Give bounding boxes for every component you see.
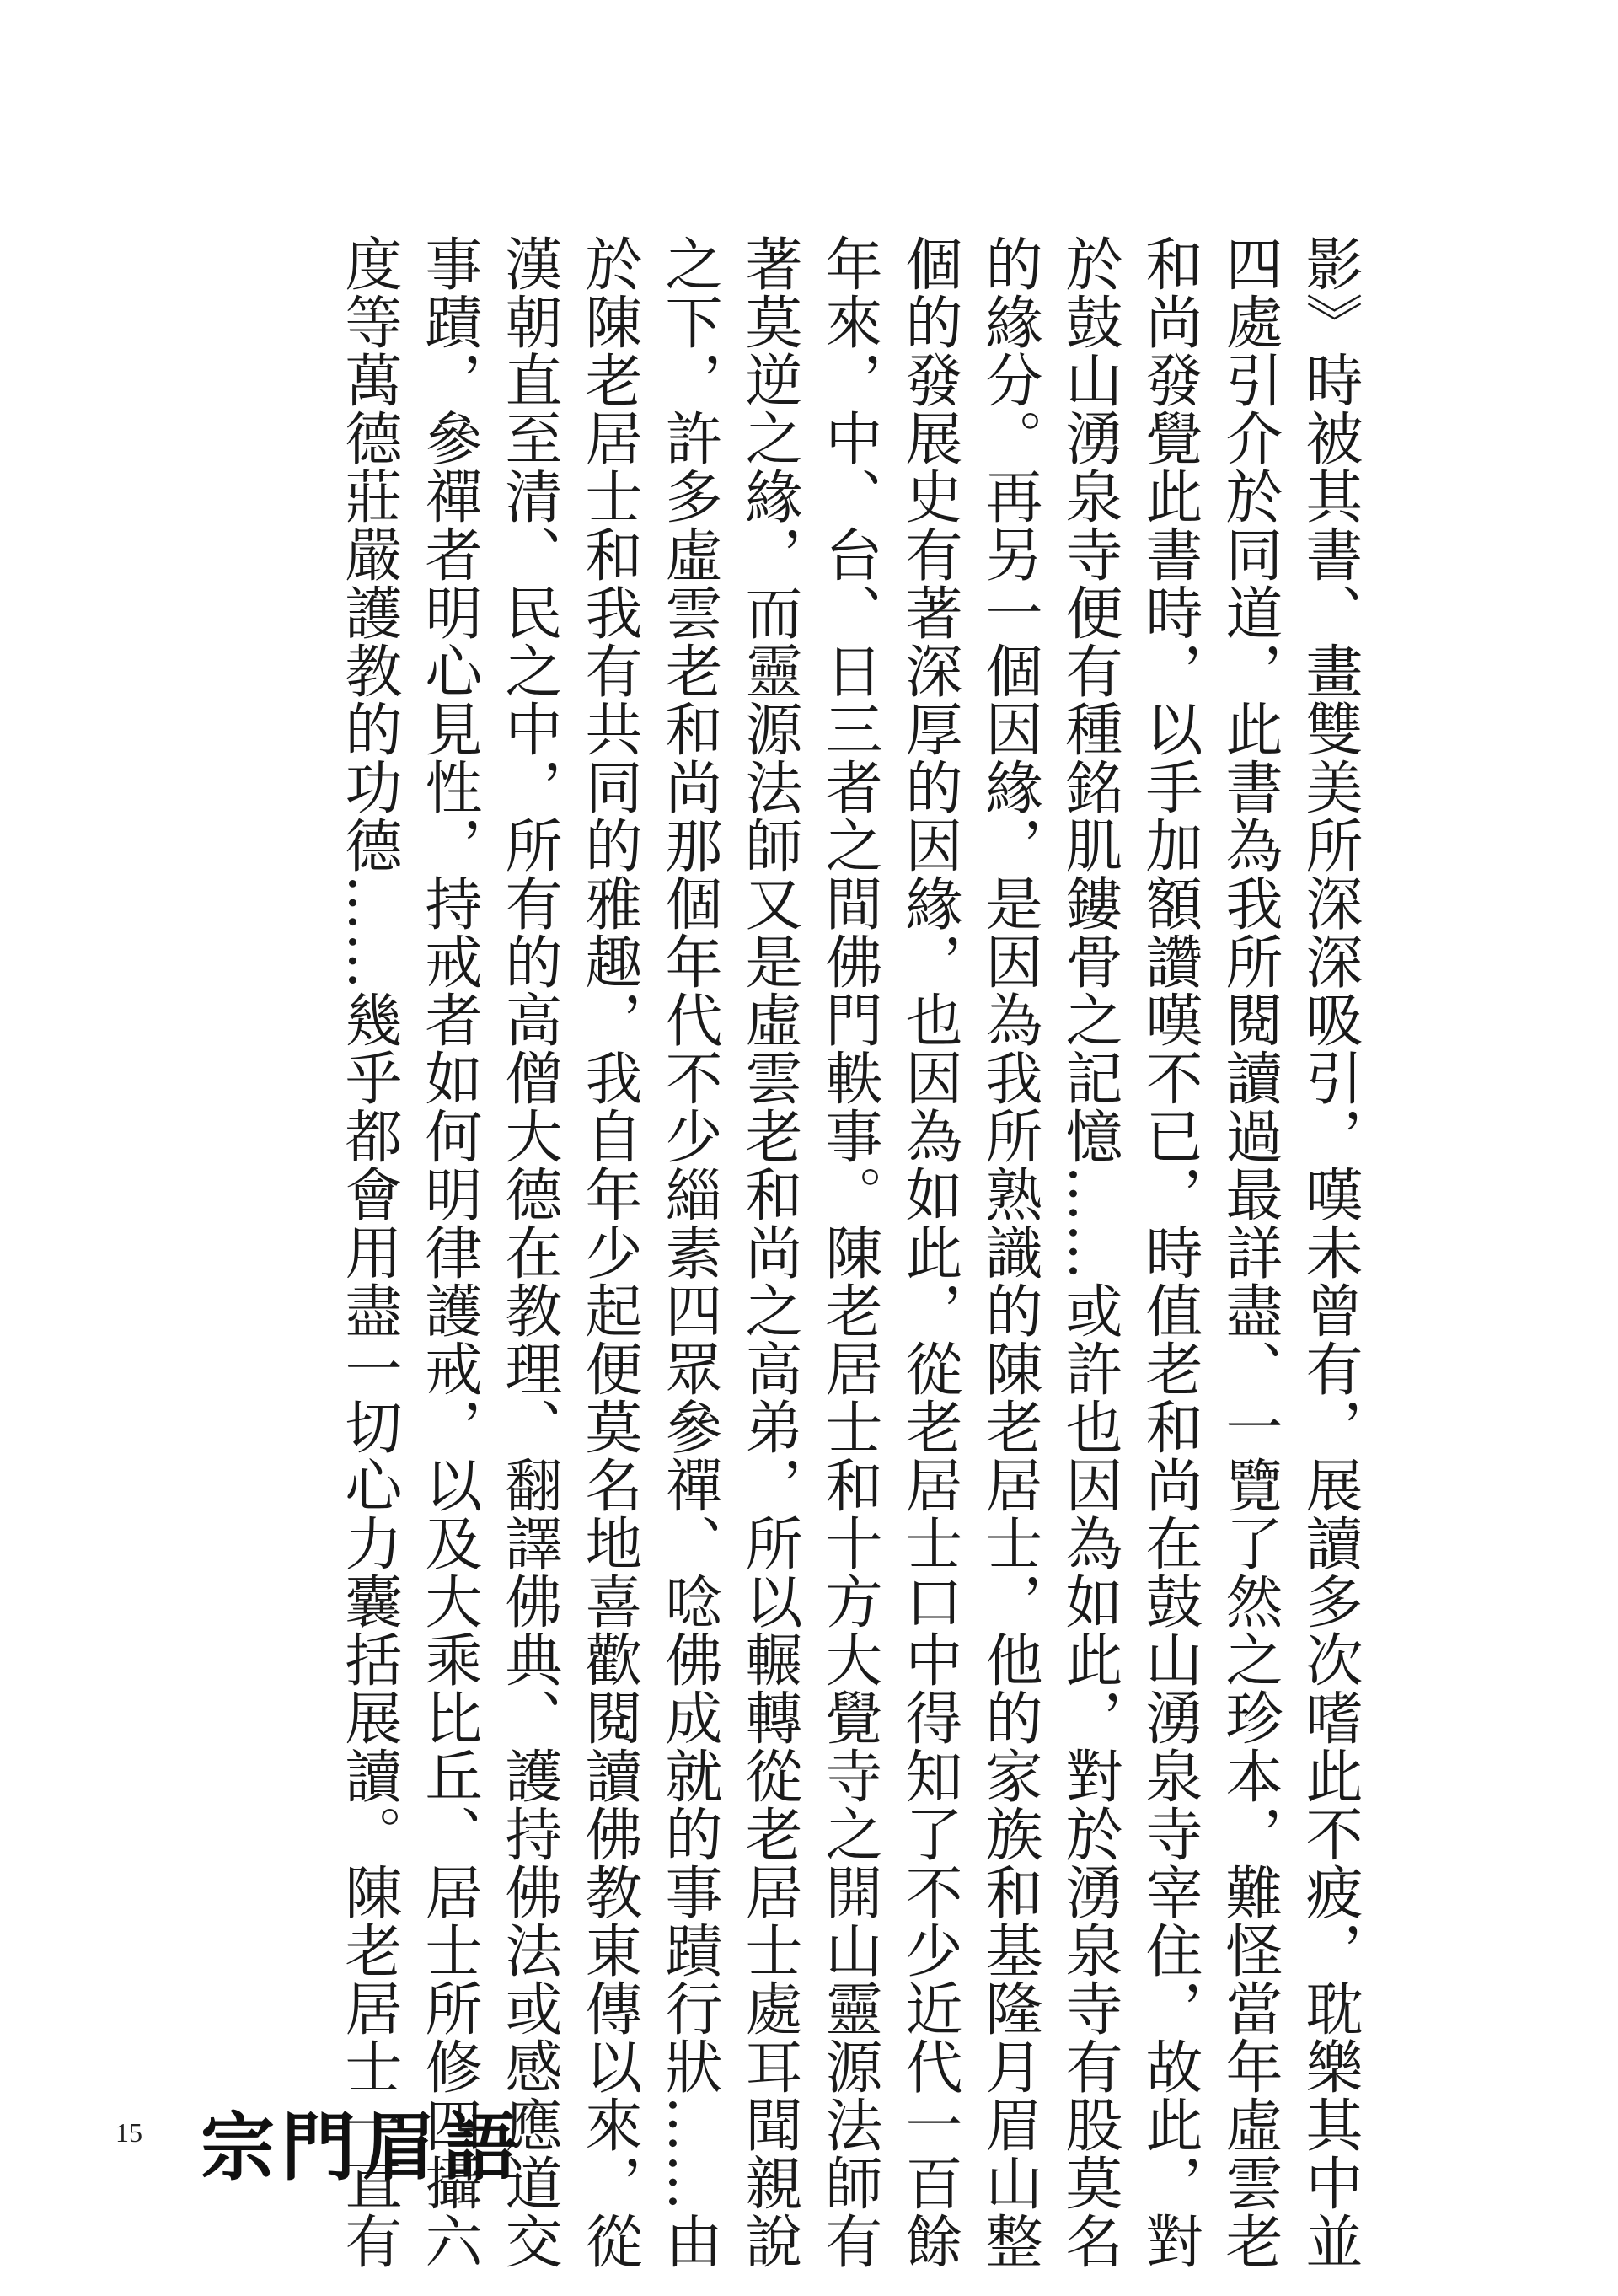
text-column: 於鼓山湧泉寺便有種銘肌鏤骨之記憶……或許也因為如此，對於湧泉寺有股莫名 — [1056, 234, 1122, 2270]
text-column: 於陳老居士和我有共同的雅趣，我自年少起便莫名地喜歡閱讀佛教東傳以來，從 — [576, 234, 642, 2270]
text-column: 漢朝直至清、民之中，所有的高僧大德在教理、翻譯佛典、護持佛法或感應道交 — [496, 234, 562, 2270]
text-column: 的緣分。再另一個因緣，是因為我所熟識的陳老居士，他的家族和基隆月眉山整 — [976, 234, 1042, 2270]
text-column: 四處引介於同道，此書為我所閱讀過最詳盡、一覽了然之珍本，難怪當年虛雲老 — [1216, 234, 1283, 2270]
text-column: 之下，許多虛雲老和尚那個年代不少緇素四眾參禪、唸佛成就的事蹟行狀……由 — [656, 234, 722, 2270]
book-title: 宗門眉語 — [201, 2103, 525, 2191]
text-column: 度等萬德莊嚴護教的功德……幾乎都會用盡一切心力囊括展讀。陳老居士一直有 — [335, 234, 402, 2270]
text-column: 影》時被其書、畫雙美所深深吸引，嘆未曾有，展讀多次嗜此不疲，耽樂其中並 — [1296, 234, 1363, 2270]
text-column: 和尚發覺此書時，以手加額讚嘆不已，時值老和尚在鼓山湧泉寺宰住，故此，對 — [1136, 234, 1203, 2270]
text-column: 事蹟，參禪者明心見性，持戒者如何明律護戒，以及大乘比丘、居士所修四攝六 — [415, 234, 482, 2270]
text-column: 著莫逆之緣，而靈源法師又是虛雲老和尚之高弟，所以輾轉從老居士處耳聞親說 — [736, 234, 802, 2270]
text-column: 年來，中、台、日三者之間佛門軼事。陳老居士和十方大覺寺之開山靈源法師有 — [816, 234, 882, 2270]
page-number: 15 — [115, 2117, 142, 2148]
text-column: 個的發展史有著深厚的因緣，也因為如此，從老居士口中得知了不少近代一百餘 — [896, 234, 962, 2270]
